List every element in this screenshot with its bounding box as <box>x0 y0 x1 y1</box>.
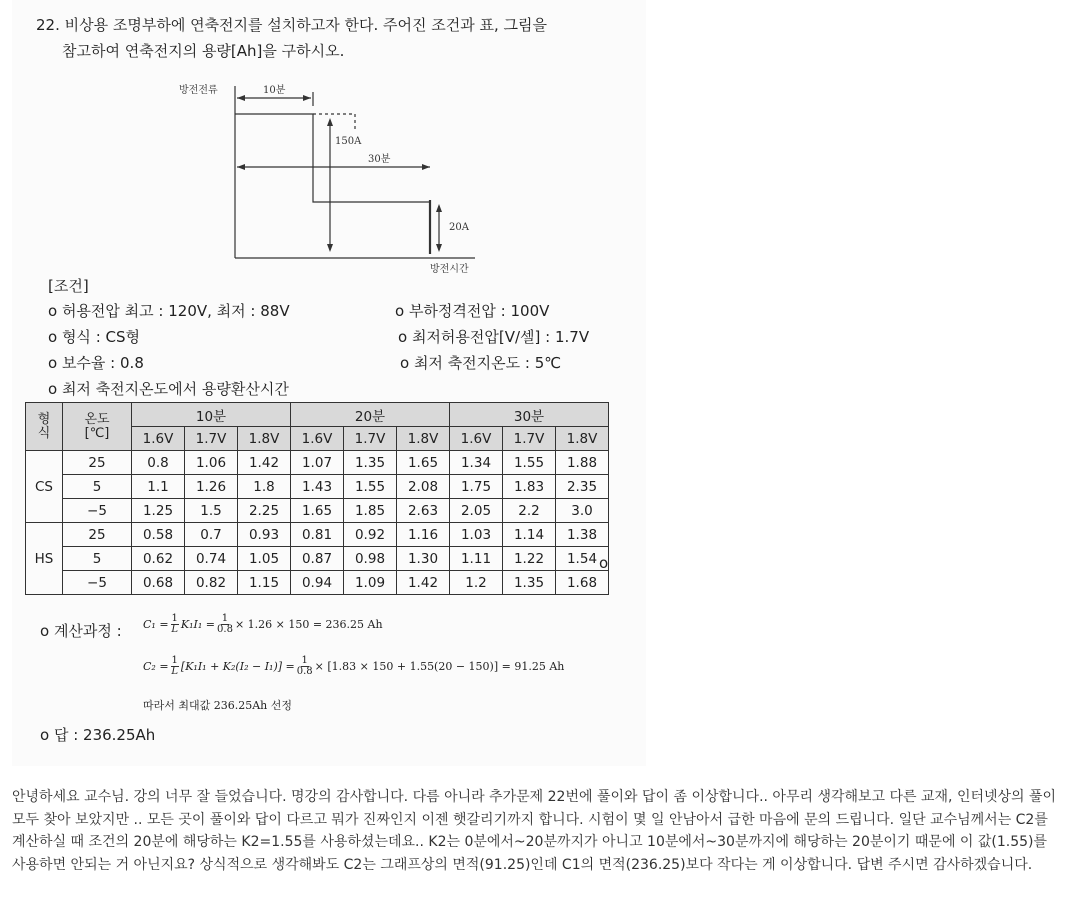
cell-type: HS <box>26 523 63 595</box>
calculation-label: o 계산과정 : <box>40 622 122 640</box>
cell-value: 1.65 <box>291 499 344 523</box>
table-row <box>26 451 609 475</box>
current-profile <box>235 114 430 254</box>
arrowhead <box>237 164 245 170</box>
frac-num: 1 <box>221 613 229 624</box>
table-row <box>26 523 609 547</box>
cell-value: 1.03 <box>450 523 503 547</box>
cell-value: 2.35 <box>556 475 609 499</box>
header-group: 20분 <box>291 403 450 427</box>
arrowhead <box>436 204 442 212</box>
condition-type: o 형식 : CS형 <box>48 328 141 346</box>
header-voltage: 1.7V <box>503 427 556 451</box>
cell-value: 1.2 <box>450 571 503 595</box>
cell-value: 1.38 <box>556 523 609 547</box>
cell-value: 2.08 <box>397 475 450 499</box>
c2-mid: [K₁I₁ + K₂(I₂ − I₁)] = <box>180 660 295 673</box>
cell-value: 0.58 <box>132 523 185 547</box>
problem-title <box>36 12 547 64</box>
condition-allowable-voltage: o 허용전압 최고 : 120V, 최저 : 88V <box>48 302 290 320</box>
cell-value: 3.0 <box>556 499 609 523</box>
cell-value: 1.35 <box>344 451 397 475</box>
problem-title-line1: 22. 비상용 조명부하에 연축전지를 설치하고자 한다. 주어진 조건과 표, 그림을 <box>36 16 548 34</box>
cell-value: 0.62 <box>132 547 185 571</box>
condition-min-temp: o 최저 축전지온도 : 5℃ <box>400 354 562 372</box>
frac-den: L <box>171 666 179 677</box>
cell-value: 1.55 <box>344 475 397 499</box>
header-voltage: 1.8V <box>238 427 291 451</box>
condition-rated-voltage: o 부하정격전압 : 100V <box>395 302 550 320</box>
cell-value: 0.82 <box>185 571 238 595</box>
conditions-header: [조건] <box>48 277 89 295</box>
cell-value: 1.8 <box>238 475 291 499</box>
discharge-current-graph <box>175 80 505 275</box>
cell-value: 0.93 <box>238 523 291 547</box>
c1-rhs: × 1.26 × 150 = 236.25 Ah <box>234 618 383 631</box>
cell-value: 0.98 <box>344 547 397 571</box>
graph-y-label: 방전전류 <box>179 85 218 96</box>
cell-value: 1.16 <box>397 523 450 547</box>
cell-value: 1.09 <box>344 571 397 595</box>
arrowhead <box>436 244 442 252</box>
header-type: 형 식 <box>26 403 63 451</box>
table-row <box>26 571 609 595</box>
c1-lhs: C₁ = <box>143 618 169 631</box>
header-voltage: 1.6V <box>132 427 185 451</box>
fraction-1-over-l <box>171 656 179 677</box>
graph-label-150a: 150A <box>335 136 362 147</box>
cell-value: 1.85 <box>344 499 397 523</box>
graph-x-label: 방전시간 <box>430 264 469 275</box>
graph-label-10min: 10분 <box>263 85 286 96</box>
cell-temp: 25 <box>63 451 132 475</box>
formula-c2 <box>143 656 564 677</box>
arrowhead <box>327 118 333 126</box>
cell-value: 0.74 <box>185 547 238 571</box>
frac-den: 0.8 <box>296 666 313 677</box>
answer: o 답 : 236.25Ah <box>40 726 156 744</box>
header-voltage: 1.8V <box>556 427 609 451</box>
selection-note: 따라서 최대값 236.25Ah 선정 <box>143 699 293 712</box>
frac-num: 1 <box>171 655 178 666</box>
arrowhead <box>422 164 430 170</box>
cell-value: 1.1 <box>132 475 185 499</box>
cell-temp: 25 <box>63 523 132 547</box>
cell-value: 1.43 <box>291 475 344 499</box>
cell-value: 1.15 <box>238 571 291 595</box>
cell-value: 1.42 <box>397 571 450 595</box>
cell-value: 0.94 <box>291 571 344 595</box>
header-voltage: 1.7V <box>185 427 238 451</box>
header-group: 10분 <box>132 403 291 427</box>
cell-value: 1.11 <box>450 547 503 571</box>
cell-value: 1.30 <box>397 547 450 571</box>
header-group: 30분 <box>450 403 609 427</box>
cell-temp: 5 <box>63 547 132 571</box>
header-voltage: 1.7V <box>344 427 397 451</box>
problem-title-line2: 참고하여 연축전지의 용량[Ah]을 구하시오. <box>62 42 345 60</box>
graph-label-30min: 30분 <box>368 154 391 165</box>
cell-value: 2.25 <box>238 499 291 523</box>
cell-value: 1.05 <box>238 547 291 571</box>
frac-num: 1 <box>301 655 308 666</box>
header-voltage: 1.6V <box>450 427 503 451</box>
cell-value: 2.63 <box>397 499 450 523</box>
header-voltage: 1.6V <box>291 427 344 451</box>
cell-value: 0.87 <box>291 547 344 571</box>
condition-maintenance-factor: o 보수율 : 0.8 <box>48 354 144 372</box>
cell-value: 1.83 <box>503 475 556 499</box>
cell-value: 1.07 <box>291 451 344 475</box>
cell-temp: −5 <box>63 499 132 523</box>
graph-label-20a: 20A <box>449 222 469 233</box>
arrowhead <box>327 244 333 252</box>
cell-value: 1.75 <box>450 475 503 499</box>
student-question: 안녕하세요 교수님. 강의 너무 잘 들었습니다. 명강의 감사합니다. 다름 아니라 추가문제 22번에 풀이와 답이 좀 이상합니다.. 아무리 생각해보고 다른 교재, 인터넷상의 풀이 모두 찾아 보았지만 .. 모든 곳이 풀이와 답이 다르고 뭐가 진짜인지 이젠 햇갈리기까지 합니다. 시험이 몇 일 안남아서 급한 마음에 문의 드립니다. 일단 교수님께서는 C2를 계산하실 때 조건의 20분에 해당하는 K2=1.55를 사용하셨는데요.. K2는 0분에서~20분까지가 아니고 10분에서~30분까지에 해당하는 20분이기 때문에 이 값(1.55)를 사용하면 안되는 거 아닌지요? 상식적으로 생각해봐도 C2는 그래프상의 면적(91.25)인데 C1의 면적(236.25)보다 작다는 게 이상합니다. 답변 주시면 감사하겠습니다. <box>12 789 1057 873</box>
formula-c1 <box>143 614 383 635</box>
cell-temp: 5 <box>63 475 132 499</box>
fraction-1-over-08 <box>297 656 313 677</box>
stray-mark: o <box>599 554 609 572</box>
frac-den: 0.8 <box>217 624 233 635</box>
frac-num: 1 <box>171 613 178 624</box>
cell-value: 1.42 <box>238 451 291 475</box>
header-temp: 온도 [℃] <box>63 403 132 451</box>
cell-value: 1.68 <box>556 571 609 595</box>
c1-mid: K₁I₁ = <box>180 618 216 631</box>
cell-value: 1.65 <box>397 451 450 475</box>
cell-value: 0.81 <box>291 523 344 547</box>
cell-value: 1.06 <box>185 451 238 475</box>
cell-value: 0.92 <box>344 523 397 547</box>
cell-value: 1.25 <box>132 499 185 523</box>
capacity-conversion-table <box>25 402 609 595</box>
cell-type: CS <box>26 451 63 523</box>
arrowhead <box>303 95 311 101</box>
cell-value: 1.34 <box>450 451 503 475</box>
condition-conversion-time: o 최저 축전지온도에서 용량환산시간 <box>48 380 289 398</box>
arrowhead <box>237 95 245 101</box>
cell-temp: −5 <box>63 571 132 595</box>
cell-value: 1.35 <box>503 571 556 595</box>
c2-lhs: C₂ = <box>143 660 169 673</box>
cell-value: 0.68 <box>132 571 185 595</box>
header-voltage: 1.8V <box>397 427 450 451</box>
cell-value: 2.2 <box>503 499 556 523</box>
table-row <box>26 547 609 571</box>
cell-value: 1.14 <box>503 523 556 547</box>
fraction-1-over-08 <box>217 614 233 635</box>
cell-value: 2.05 <box>450 499 503 523</box>
condition-min-cell-voltage: o 최저허용전압[V/셀] : 1.7V <box>398 328 590 346</box>
cell-value: 1.88 <box>556 451 609 475</box>
cell-value: 1.26 <box>185 475 238 499</box>
frac-den: L <box>171 624 179 635</box>
cell-value: 0.8 <box>132 451 185 475</box>
cell-value: 1.5 <box>185 499 238 523</box>
c2-rhs: × [1.83 × 150 + 1.55(20 − 150)] = 91.25 Ah <box>314 660 565 673</box>
cell-value: 1.54 <box>556 547 609 571</box>
table-row <box>26 499 609 523</box>
table-row <box>26 475 609 499</box>
fraction-1-over-l <box>171 614 179 635</box>
cell-value: 1.55 <box>503 451 556 475</box>
cell-value: 0.7 <box>185 523 238 547</box>
cell-value: 1.22 <box>503 547 556 571</box>
